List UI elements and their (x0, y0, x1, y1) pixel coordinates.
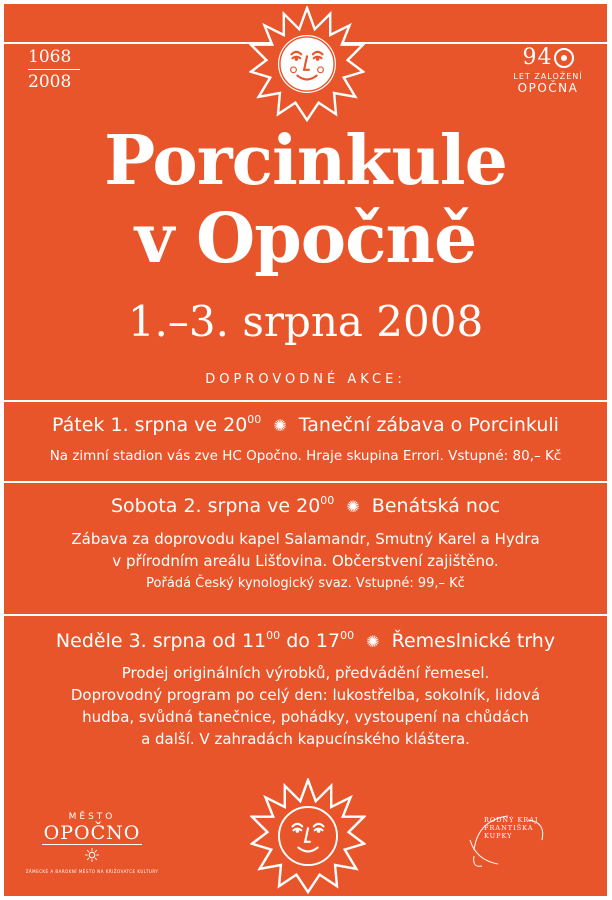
star-icon: ✺ (346, 497, 360, 516)
poster (4, 4, 607, 896)
anniversary-digits: 94 (522, 45, 553, 70)
event-dates: 1.–3. srpna 2008 (127, 297, 484, 346)
event-friday-minutes: 00 (247, 413, 262, 426)
event-saturday-organizer: Pořádá Český kynologický svaz. Vstupné: 99,– Kč (146, 576, 465, 591)
years-divider (28, 69, 80, 70)
divider-3 (4, 614, 607, 616)
anniversary-number (503, 46, 593, 70)
event-sunday-line-4: a další. V zahradách kapucínského kláštera. (141, 730, 470, 748)
title-line-2: v Opočně (134, 199, 477, 279)
event-sunday-heading (4, 623, 607, 655)
event-friday-name: Taneční zábava o Porcinkuli (298, 414, 559, 436)
event-saturday-day: Sobota 2. srpna ve 20 (110, 495, 321, 517)
divider-1 (4, 400, 607, 402)
event-saturday-minutes: 00 (320, 494, 335, 507)
event-saturday (4, 488, 607, 594)
sun-zero-icon (554, 48, 574, 68)
town-logo-label: MĚSTO (68, 812, 116, 822)
event-saturday-heading (4, 488, 607, 520)
event-saturday-line-1: Zábava za doprovodu kapel Salamandr, Smutný Karel a Hydra (71, 530, 540, 548)
poster-title (4, 122, 607, 278)
founding-years (28, 46, 80, 93)
event-sunday-line-3: hudba, svůdná tanečnice, pohádky, vystoupení na chůdách (82, 708, 529, 726)
anniversary-label: LET ZALOŽENÍ (513, 72, 583, 81)
year-start: 1068 (28, 47, 72, 67)
kupka-region-logo (468, 810, 568, 872)
event-sunday-until: do 17 (280, 630, 341, 652)
anniversary-town: OPOČNA (517, 81, 579, 95)
town-logo (22, 812, 162, 874)
star-icon: ✺ (273, 416, 287, 435)
kupka-region-text: RODNÝ KRAJ FRANTIŠKA KUPKY (484, 816, 539, 840)
anniversary-badge (503, 46, 593, 95)
title-line-1: Porcinkule (104, 121, 507, 201)
event-friday (4, 407, 607, 466)
accompanying-events-heading: DOPROVODNÉ AKCE: (205, 372, 406, 387)
event-sunday-day: Neděle 3. srpna od 11 (55, 630, 267, 652)
event-friday-details: Na zimní stadion vás zve HC Opočno. Hraje skupina Errori. Vstupné: 80,– Kč (49, 448, 562, 464)
star-icon: ✺ (366, 632, 380, 651)
sun-face-icon (250, 778, 366, 894)
year-end: 2008 (28, 72, 72, 92)
event-sunday-line-1: Prodej originálních výrobků, předvádění řemesel. (121, 664, 490, 682)
event-friday-day: Pátek 1. srpna ve 20 (52, 414, 248, 436)
event-sunday (4, 623, 607, 750)
town-logo-name: OPOČNO (43, 822, 141, 844)
event-sunday-line-2: Doprovodný program po celý den: lukostřelba, sokolník, lidová (70, 686, 541, 704)
event-sunday-end-minutes: 00 (340, 629, 355, 642)
town-logo-tagline: ZÁMECKÉ A BAROKNÍ MĚSTO NA KŘIŽOVATCE KULTURY (25, 869, 159, 874)
sun-small-icon (22, 847, 162, 866)
event-friday-heading (4, 407, 607, 439)
event-sunday-name: Řemeslnické trhy (391, 630, 556, 652)
divider-2 (4, 481, 607, 483)
event-saturday-line-2: v přírodním areálu Lišťovina. Občerstvení zajištěno. (112, 552, 499, 570)
sun-face-icon (249, 6, 365, 122)
event-saturday-name: Benátská noc (371, 495, 501, 517)
event-sunday-start-minutes: 00 (266, 629, 281, 642)
